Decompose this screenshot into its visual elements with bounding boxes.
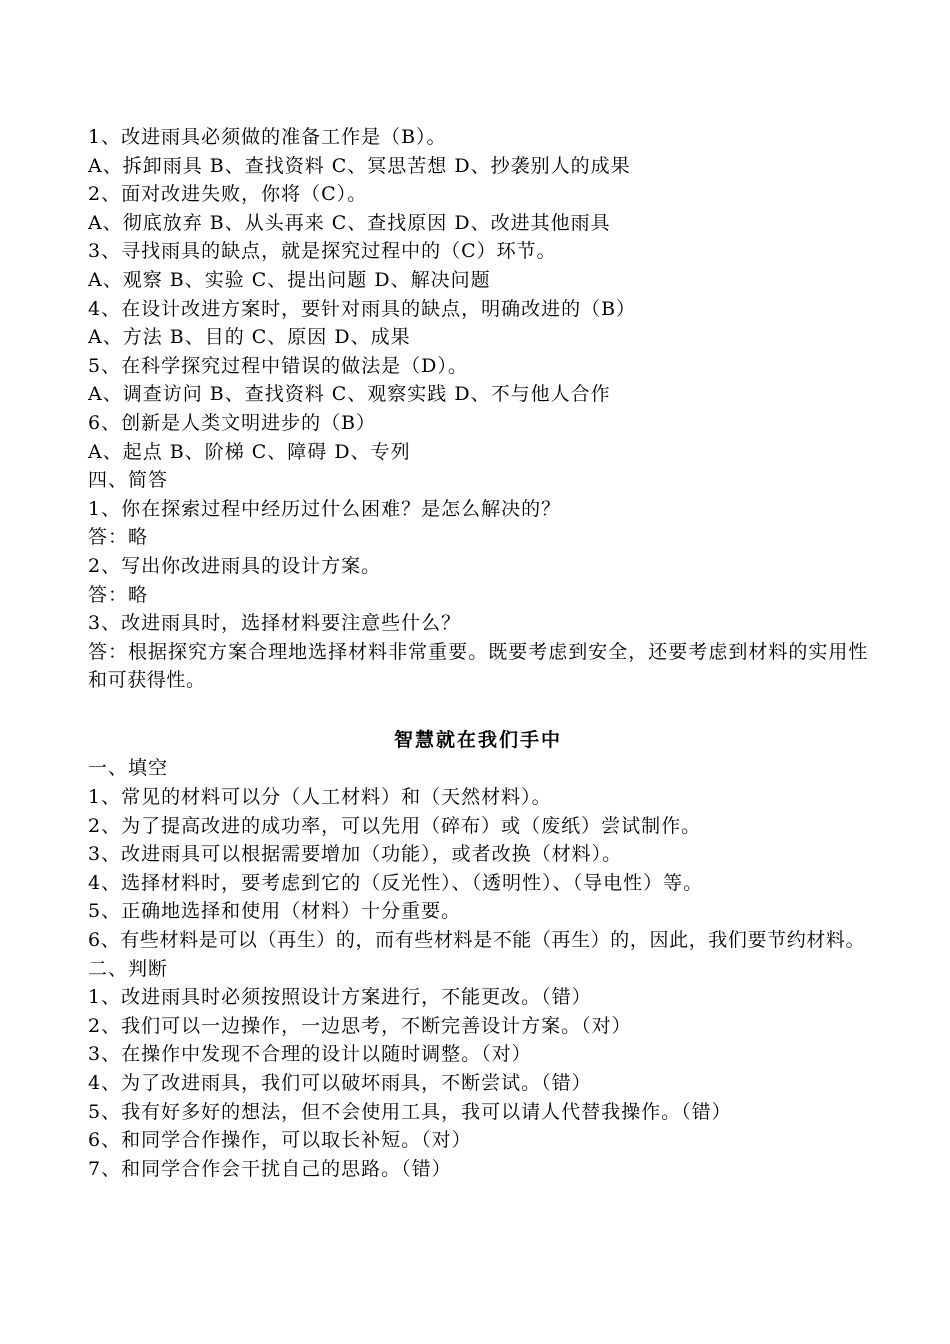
text-line: A、方法 B、目的 C、原因 D、成果 <box>88 326 411 349</box>
text-line: 6、创新是人类文明进步的（B） <box>88 411 377 434</box>
text-line: 1、你在探索过程中经历过什么困难？是怎么解决的？ <box>88 497 562 520</box>
text-line: 3、改进雨具时，选择材料要注意些什么？ <box>88 612 462 635</box>
fill-item: 5、正确地选择和使用（材料）十分重要。 <box>88 900 462 923</box>
text-line: 答：略 <box>88 583 149 606</box>
text-line: 4、在设计改进方案时，要针对雨具的缺点，明确改进的（B） <box>88 297 637 320</box>
text-line: 2、面对改进失败，你将（C）。 <box>88 183 368 206</box>
answer-3: 答：根据探究方案合理地选择材料非常重要。既要考虑到安全，还要考虑到材料的实用性和可获得性。 <box>88 640 868 692</box>
text-line: A、拆卸雨具 B、查找资料 C、冥思苦想 D、抄袭别人的成果 <box>88 154 631 177</box>
fill-item: 2、为了提高改进的成功率，可以先用（碎布）或（废纸）尝试制作。 <box>88 814 702 837</box>
text-line: A、调查访问 B、查找资料 C、观察实践 D、不与他人合作 <box>88 383 611 406</box>
text-line: 答：略 <box>88 526 149 549</box>
judge-item: 1、改进雨具时必须按照设计方案进行，不能更改。（错） <box>88 986 592 1009</box>
judge-heading: 二、判断 <box>88 957 169 980</box>
text-line: A、彻底放弃 B、从头再来 C、查找原因 D、改进其他雨具 <box>88 211 611 234</box>
judge-item: 7、和同学合作会干扰自己的思路。（错） <box>88 1157 452 1180</box>
fill-item-6: 6、有些材料是可以（再生）的，而有些材料是不能（再生）的，因此，我们要节约材料。 <box>88 929 866 952</box>
section-title: 智慧就在我们手中 <box>393 728 562 751</box>
text-line: A、起点 B、阶梯 C、障碍 D、专列 <box>88 440 411 463</box>
document-page <box>88 123 868 1183</box>
judge-item: 3、在操作中发现不合理的设计以随时调整。（对） <box>88 1043 532 1066</box>
text-line: A、观察 B、实验 C、提出问题 D、解决问题 <box>88 268 491 291</box>
text-line: 2、写出你改进雨具的设计方案。 <box>88 554 382 577</box>
fill-heading: 一、填空 <box>88 757 169 780</box>
judge-item: 2、我们可以一边操作，一边思考，不断完善设计方案。（对） <box>88 1014 632 1037</box>
fill-lines <box>88 783 868 926</box>
text-line: 四、简答 <box>88 469 169 492</box>
fill-item: 4、选择材料时，要考虑到它的（反光性）、（透明性）、（导电性）等。 <box>88 871 704 894</box>
text-line: 1、改进雨具必须做的准备工作是（B）。 <box>88 126 447 148</box>
text-line: 5、在科学探究过程中错误的做法是（D）。 <box>88 354 468 377</box>
part1-lines <box>88 123 868 638</box>
text-line: 3、寻找雨具的缺点，就是探究过程中的（C）环节。 <box>88 240 557 263</box>
judge-lines <box>88 983 868 1183</box>
judge-item: 5、我有好多好的想法，但不会使用工具，我可以请人代替我操作。（错） <box>88 1100 732 1123</box>
judge-item: 4、为了改进雨具，我们可以破坏雨具，不断尝试。（错） <box>88 1072 592 1094</box>
fill-item: 3、改进雨具可以根据需要增加（功能），或者改换（材料）。 <box>88 843 623 866</box>
judge-item: 6、和同学合作操作，可以取长补短。（对） <box>88 1129 472 1152</box>
fill-item: 1、常见的材料可以分（人工材料）和（天然材料）。 <box>88 786 552 809</box>
